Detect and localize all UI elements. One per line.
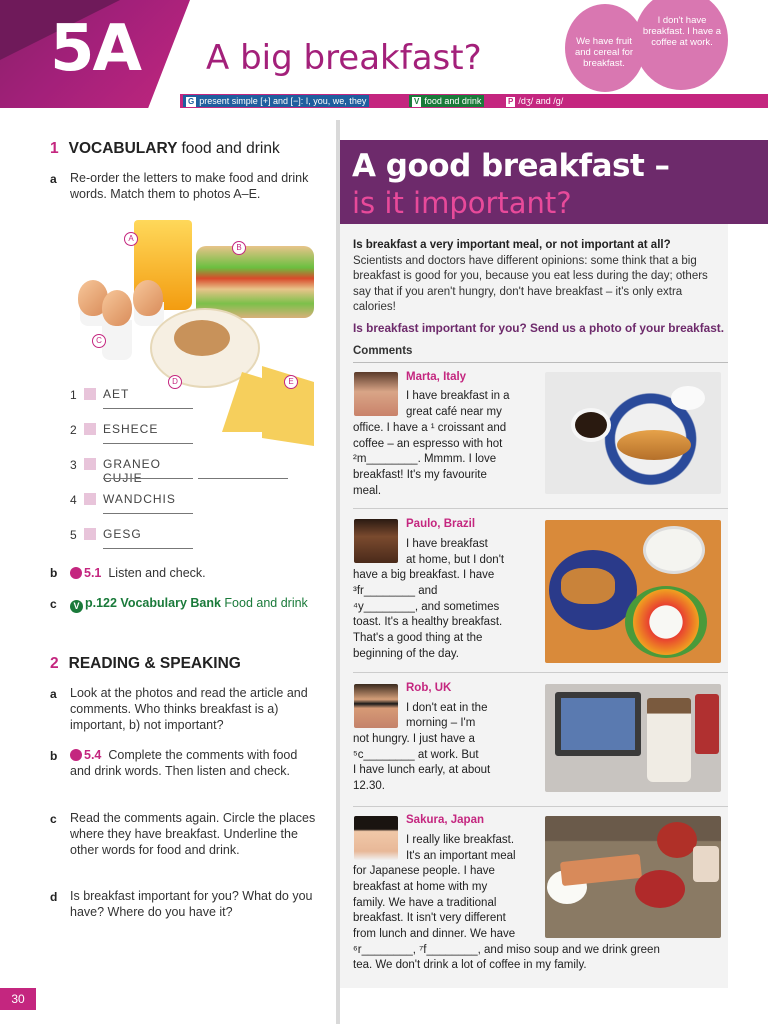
comments-label: Comments [353,345,413,357]
comment-line: I really like breakfast. [406,834,515,846]
pronunciation-icon: P [508,97,514,106]
comment-line: breakfast. It isn't very different [353,912,506,924]
croissant-breakfast-photo [545,372,721,494]
audio-icon[interactable] [70,749,82,761]
exercise-letter: c [50,597,57,611]
exercise-2b: 5.4 Complete the comments with food and drink words. Then listen and check. [70,748,298,778]
audio-icon[interactable] [70,567,82,579]
comment-line: beginning of the day. [353,648,459,660]
exercise-letter: d [50,890,58,904]
photo-label-d: D [168,375,182,389]
vocab-icon: V [414,97,420,106]
exercise-2a-text: Look at the photos and read the article and comments. Who thinks breakfast is a) important, b) not important? [70,686,308,732]
match-box[interactable] [84,458,96,470]
comment-line: from lunch and dinner. We have [353,928,516,940]
answer-line[interactable] [103,548,193,549]
comment-line: I don't eat in the [406,702,488,714]
unit-title: A big breakfast? [206,38,482,78]
sandwich-photo [196,246,314,318]
comment-line: great café near my [406,406,502,418]
comment-line: 12.30. [353,780,385,792]
article-subtitle: is it important? [352,186,572,220]
comment-line: breakfast at home with my [353,881,488,893]
avatar [354,372,398,416]
avatar [354,519,398,563]
photo-label-b: B [232,241,246,255]
section-reading-heading: 2 READING & SPEAKING [50,655,241,672]
fruit-yoghurt-photo [545,520,721,663]
comment-line: morning – I'm [406,717,476,729]
unit-number: 5A [50,12,141,86]
comment-line: ²m________. Mmmm. I love [353,453,497,465]
exercise-letter: c [50,812,57,826]
exercise-letter: b [50,749,58,763]
article-intro: Is breakfast a very important meal, or not important at all? Scientists and doctors have different opinions: some think that a big breakfast is good for you, because you eat less during the day; others say that if you aren't hungry, don't have breakfast – it's only extra calories! [353,239,708,313]
pronunciation-tag: P /dʒ/ and /g/ [503,95,566,107]
vocab-tag: V food and drink [409,95,484,107]
comment-line: That's a good thing at the [353,632,483,644]
comment-line: ⁵c________ at work. But [353,749,479,761]
comment-author: Rob, UK [406,682,452,694]
exercise-letter: b [50,566,58,580]
exercise-1a-text: Re-order the letters to make food and drink words. Match them to photos A–E. [70,171,309,201]
bubble-text-1: We have fruit and cereal for breakfast. [574,36,634,69]
photo-label-a: A [124,232,138,246]
comment-line: I have lunch early, at about [353,764,491,776]
comment-line: tea. We don't drink a lot of coffee in my family. [353,959,587,971]
bubble-text-2: I don't have breakfast. I have a coffee at work. [642,15,722,48]
answer-line[interactable] [198,478,288,479]
comment-line: I have breakfast in a [406,390,510,402]
answer-line[interactable] [103,513,193,514]
photo-label-e: E [284,375,298,389]
comment-author: Paulo, Brazil [406,518,476,530]
comment-line: It's an important meal [406,850,516,862]
page-number: 30 [0,988,36,1010]
comment-line: breakfast! It's my favourite [353,469,487,481]
comment-line: meal. [353,485,382,497]
comment-line: I have breakfast [406,538,488,550]
match-box[interactable] [84,388,96,400]
section-vocabulary-heading: 1 VOCABULARY food and drink [50,140,280,157]
comment-author: Marta, Italy [406,371,467,383]
exercise-1c: V p.122 Vocabulary Bank Food and drink [70,595,320,613]
answer-line[interactable] [103,408,193,409]
comment-line: ⁴y________, and sometimes [353,601,500,613]
comment-line: ³fr________ and [353,585,438,597]
photo-label-c: C [92,334,106,348]
article-question: Is breakfast important for you? Send us a photo of your breakfast. [353,321,725,335]
match-box[interactable] [84,423,96,435]
match-box[interactable] [84,528,96,540]
comment-line: have a big breakfast. I have [353,569,495,581]
exercise-letter: a [50,687,57,701]
comment-line: for Japanese people. I have [353,865,495,877]
comment-line: ⁶r________, ⁷f________, and miso soup and we drink green [353,944,660,956]
japanese-breakfast-photo [545,816,721,938]
answer-line[interactable] [103,443,193,444]
comment-line: toast. It's a healthy breakfast. [353,616,503,628]
article-title: A good breakfast – [352,148,670,184]
exercise-letter: a [50,172,57,186]
exercise-2d-text: Is breakfast important for you? What do you have? Where do you have it? [70,889,313,919]
comment-author: Sakura, Japan [406,814,484,826]
match-box[interactable] [84,493,96,505]
answer-line[interactable] [103,478,193,479]
egg-photo [102,290,132,326]
vocabulary-bank-icon: V [70,600,83,613]
comment-line: family. We have a traditional [353,897,497,909]
comment-line: office. I have a ¹ croissant and [353,422,507,434]
unit-header [0,0,768,108]
comment-line: not hungry. I just have a [353,733,475,745]
comment-line: at home, but I don't [406,554,505,566]
grammar-tag: G present simple [+] and [−]: I, you, we, they [183,95,369,107]
avatar [354,684,398,728]
avatar [354,816,398,860]
grammar-icon: G [188,97,195,106]
coffee-desk-photo [545,684,721,792]
egg-photo [133,280,163,316]
exercise-2c-text: Read the comments again. Circle the places where they have breakfast. Underline the other words for food and drink. [70,811,316,857]
exercise-1b: 5.1 Listen and check. [70,565,330,581]
comment-line: coffee – an espresso with hot [353,438,503,450]
